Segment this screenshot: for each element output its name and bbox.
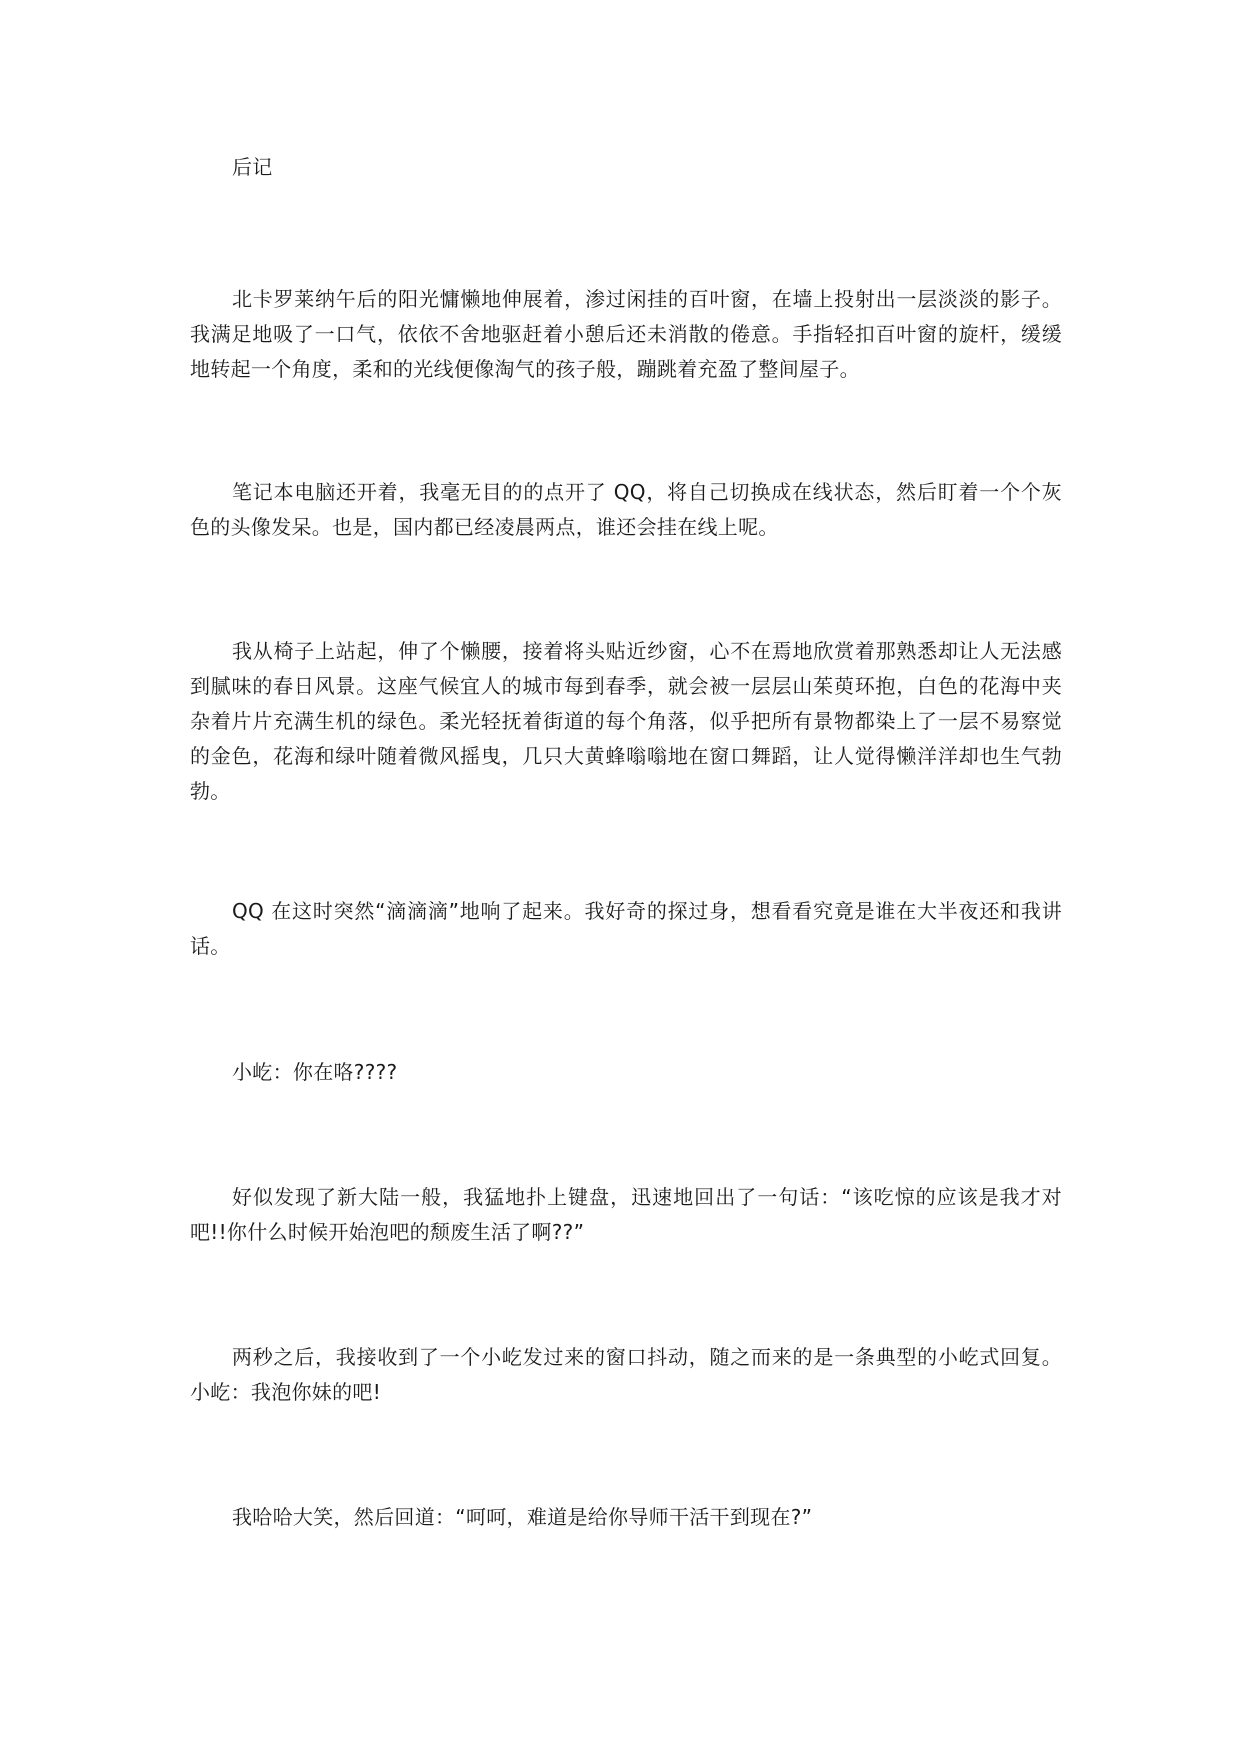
section-heading: 后记: [232, 155, 273, 179]
paragraph: 北卡罗莱纳午后的阳光慵懒地伸展着，渗过闲挂的百叶窗，在墙上投射出一层淡淡的影子。我满足地吸了一口气，依依不舍地驱赶着小憩后还未消散的倦意。手指轻扣百叶窗的旋杆，缓缓地转起一个角度，柔和的光线便像淘气的孩子般，蹦跳着充盈了整间屋子。: [190, 287, 1062, 381]
paragraph: 好似发现了新大陆一般，我猛地扑上键盘，迅速地回出了一句话：“该吃惊的应该是我才对吧!!你什么时候开始泡吧的颓废生活了啊??”: [190, 1185, 1062, 1244]
paragraph: 我哈哈大笑，然后回道：“呵呵，难道是给你导师干活干到现在?”: [232, 1505, 813, 1529]
paragraph: 我从椅子上站起，伸了个懒腰，接着将头贴近纱窗，心不在焉地欣赏着那熟悉却让人无法感到腻味的春日风景。这座气候宜人的城市每到春季，就会被一层层山茱萸环抱，白色的花海中夹杂着片片充满生机的绿色。柔光轻抚着街道的每个角落，似乎把所有景物都染上了一层不易察觉的金色，花海和绿叶随着微风摇曳，几只大黄蜂嗡嗡地在窗口舞蹈，让人觉得懒洋洋却也生气勃勃。: [190, 639, 1062, 803]
chat-message: 小屹：你在咯????: [232, 1060, 398, 1084]
paragraph: 两秒之后，我接收到了一个小屹发过来的窗口抖动，随之而来的是一条典型的小屹式回复。小屹：我泡你妹的吧!: [190, 1345, 1062, 1404]
paragraph: QQ 在这时突然“滴滴滴”地响了起来。我好奇的探过身，想看看究竟是谁在大半夜还和我讲话。: [190, 899, 1062, 958]
paragraph: 笔记本电脑还开着，我毫无目的的点开了 QQ，将自己切换成在线状态，然后盯着一个个灰色的头像发呆。也是，国内都已经凌晨两点，谁还会挂在线上呢。: [190, 480, 1062, 539]
